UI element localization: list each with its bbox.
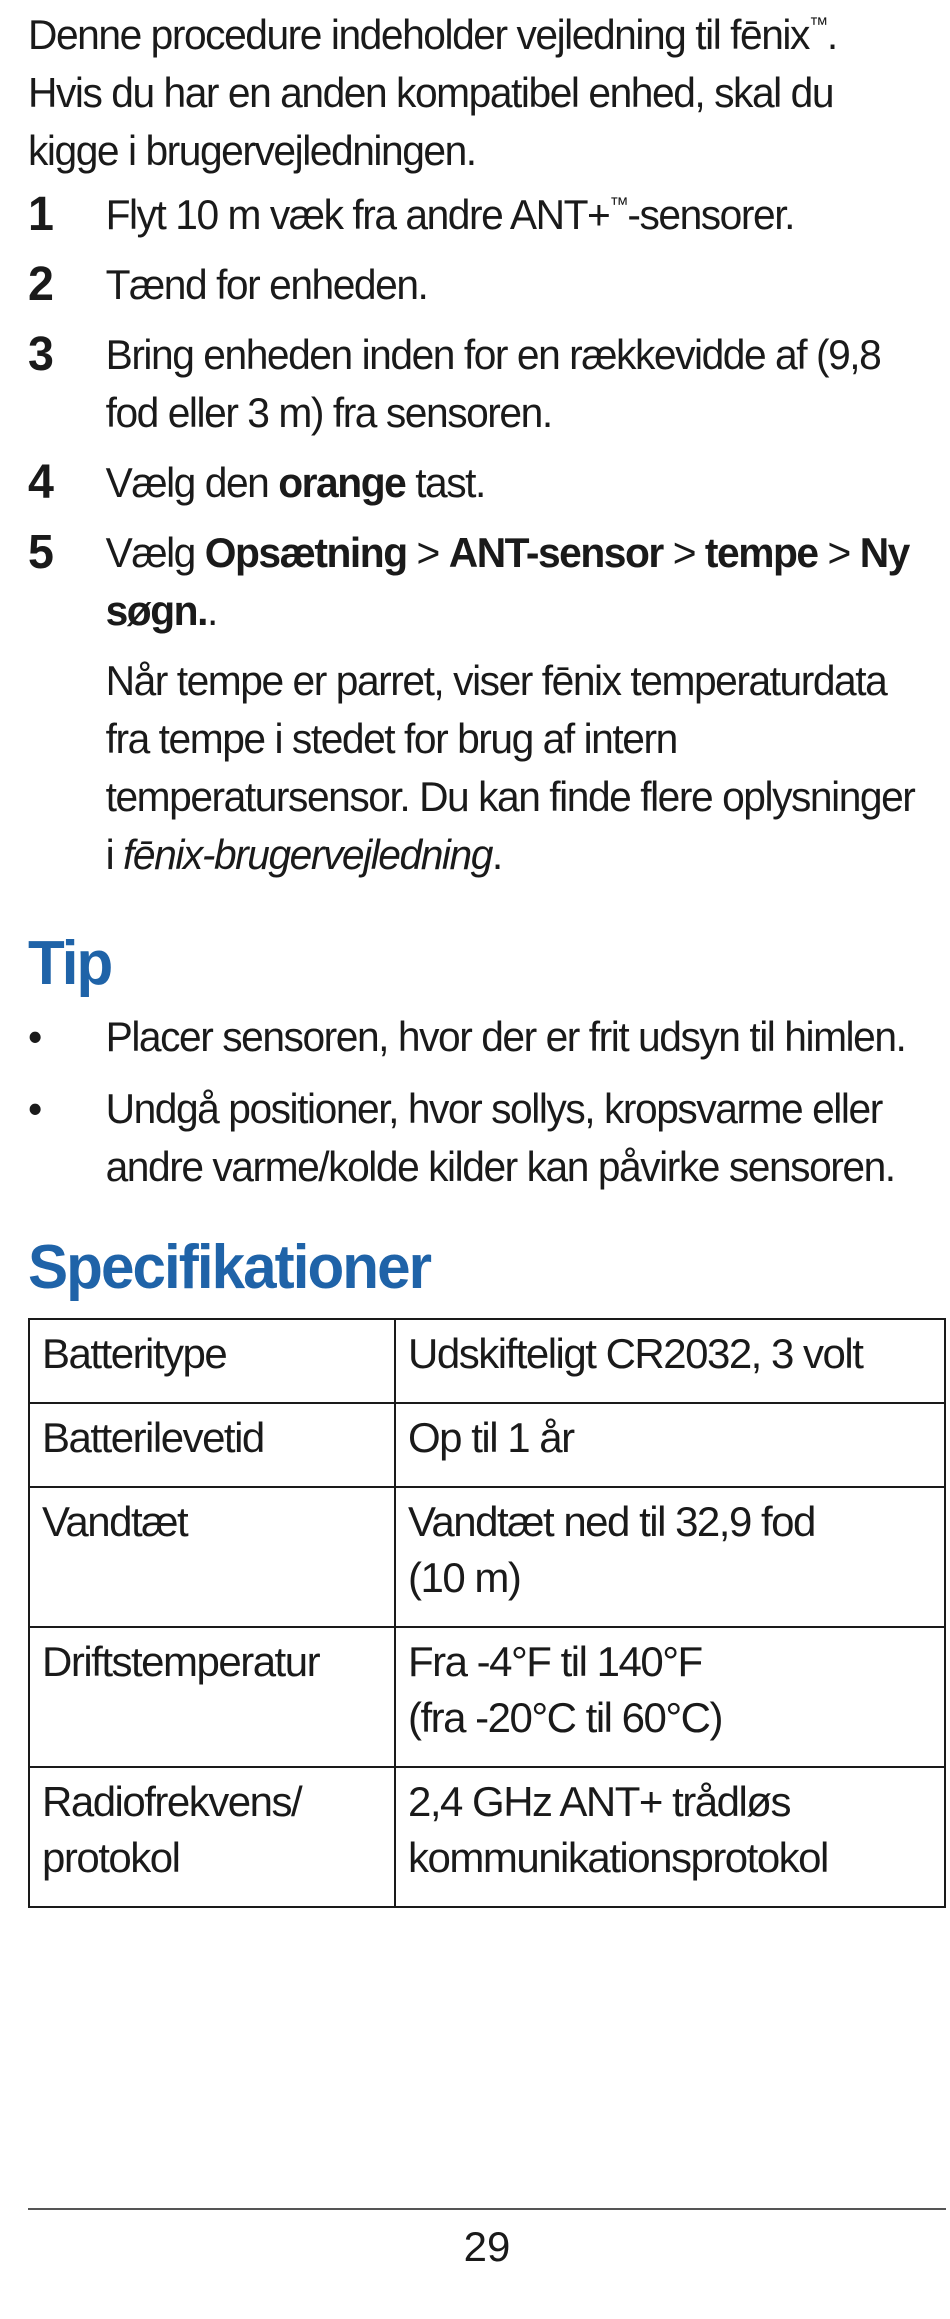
step-item [28,256,918,314]
step-note [106,652,919,884]
menu-path-tempe: tempe [704,529,818,576]
orange-key-label: orange [278,459,406,506]
specifications-heading: Specifikationer [28,1233,431,1302]
spec-label [29,1319,395,1403]
spec-label-line: Batteritype [42,1330,227,1377]
intro-text-end: . Hvis du har en anden kompatibel enhed, skal du kigge i brugervejledningen. [28,11,837,174]
step-text: Tænd for enheden. [105,261,428,308]
step-text [106,186,919,244]
bullet-icon: • [28,1085,41,1132]
step-item [28,326,918,442]
step-text-part: Vælg den [105,459,279,506]
spec-value-line: Op til 1 år [408,1414,574,1461]
step-item [28,454,918,512]
menu-separator: > [817,529,860,576]
step-item [28,524,918,640]
spec-label [29,1767,395,1907]
spec-label-line: Driftstemperatur [42,1638,320,1685]
step-number: 3 [28,328,53,381]
body-text [28,6,918,1306]
step-number: 5 [28,526,53,579]
spec-value [395,1487,945,1627]
menu-path-new-search: Ny søgn. [105,529,909,634]
trademark-symbol: ™ [808,14,827,36]
menu-separator: > [662,529,705,576]
page-content [28,6,946,1908]
spec-value-line: (fra -20°C til 60°C) [408,1694,722,1741]
spec-label [29,1627,395,1767]
menu-separator: > [406,529,449,576]
step-number: 2 [28,258,53,311]
step-text [106,454,919,512]
trademark-symbol: ™ [609,194,628,216]
step-text-part: Vælg [105,529,205,576]
spec-label [29,1403,395,1487]
spec-value [395,1319,945,1403]
step-text [106,524,919,640]
tip-text: Placer sensoren, hvor der er frit udsyn til himlen. [105,1013,906,1060]
menu-path-setup: Opsætning [204,529,407,576]
manual-reference: fēnix-brugervejledning [123,831,492,878]
tip-item [28,1080,918,1196]
tip-text: Undgå positioner, hvor sollys, kropsvarme eller andre varme/kolde kilder kan påvirke sensoren. [105,1085,895,1190]
tip-heading: Tip [28,929,112,998]
page-number: 29 [463,2223,511,2270]
spec-label-line: Batterilevetid [42,1414,264,1461]
spec-value [395,1403,945,1487]
steps-list [28,186,918,640]
spec-label-line: Vandtæt [42,1498,188,1545]
step-item [28,186,918,244]
table-row [29,1627,945,1767]
step-text-part: Flyt 10 m væk fra andre ANT+ [105,191,610,238]
step-text-part: -sensorer. [627,191,794,238]
step-note-text: Når tempe er parret, viser fēnix temperaturdata fra tempe i stedet for brug af intern temperatursensor. Du kan finde flere oplysninger i [105,657,915,878]
spec-value-line: Udskifteligt CR2032, 3 volt [408,1330,863,1377]
spec-label [29,1487,395,1627]
spec-value-line: (10 m) [408,1554,521,1601]
table-row [29,1403,945,1487]
spec-value-line: 2,4 GHz ANT+ trådløs [408,1778,790,1825]
spec-value [395,1627,945,1767]
spec-value-line: Vandtæt ned til 32,9 fod [408,1498,815,1545]
spec-value-line: Fra -4°F til 140°F [408,1638,702,1685]
spec-value [395,1767,945,1907]
specifications-table [28,1318,946,1908]
bullet-icon: • [28,1013,41,1060]
spec-label-line: Radiofrekvens/ [42,1778,302,1825]
intro-text: Denne procedure indeholder vejledning til fēnix [28,11,809,58]
table-row [29,1487,945,1627]
step-number: 4 [28,456,53,509]
spec-value-line: kommunikationsprotokol [408,1834,828,1881]
menu-path-ant-sensor: ANT-sensor [448,529,663,576]
footer-divider [28,2208,946,2210]
step-text-part: . [206,587,217,634]
step-note-end: . [491,831,502,878]
intro-paragraph [28,6,918,180]
table-row [29,1767,945,1907]
tips-list [28,1008,918,1196]
spec-label-line: protokol [42,1834,180,1881]
step-text-part: tast. [405,459,485,506]
step-number: 1 [28,188,53,241]
step-text: Bring enheden inden for en rækkevidde af (9,8 fod eller 3 m) fra sensoren. [105,331,881,436]
tip-item [28,1008,918,1066]
table-row [29,1319,945,1403]
